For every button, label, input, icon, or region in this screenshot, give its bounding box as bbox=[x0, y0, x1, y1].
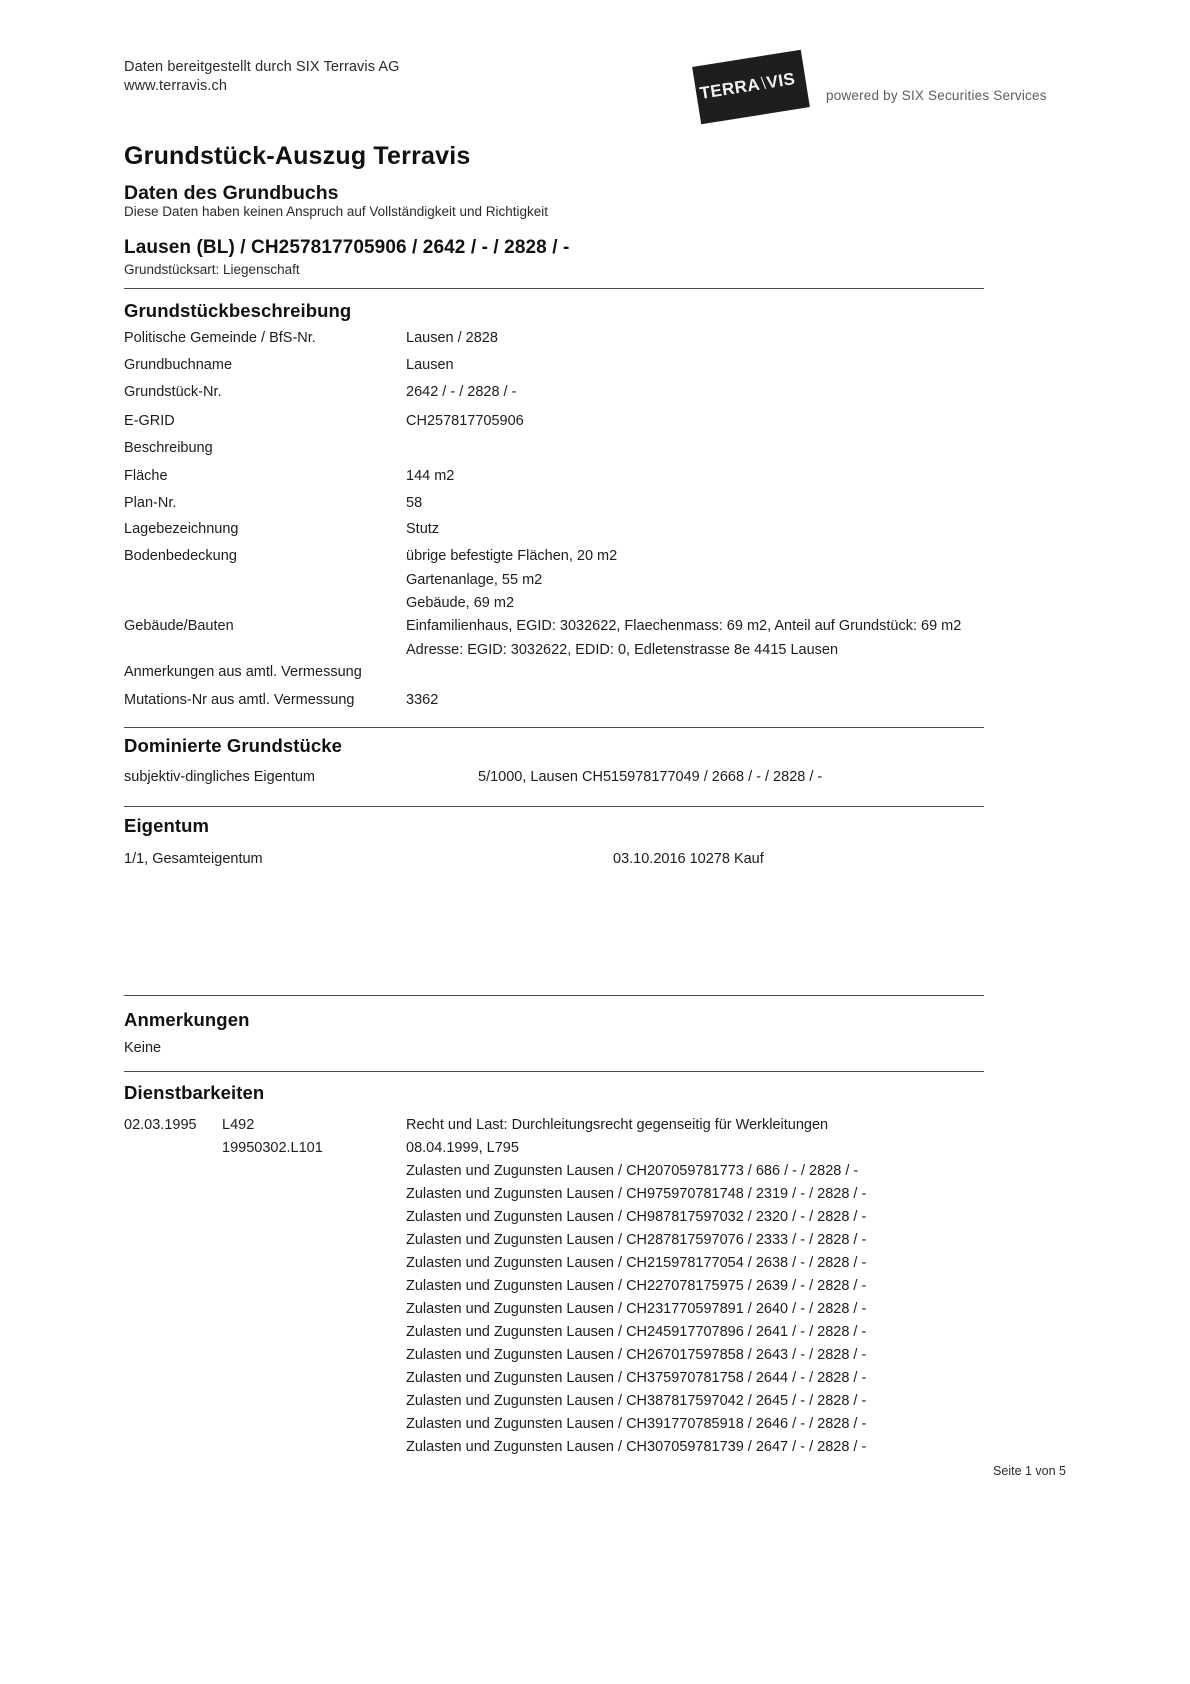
provider-line-1: Daten bereitgestellt durch SIX Terravis AG bbox=[124, 59, 400, 75]
label-gebaeude-bauten: Gebäude/Bauten bbox=[124, 618, 234, 634]
value-eigentum-entry: 03.10.2016 10278 Kauf bbox=[613, 851, 764, 867]
heading-eigentum: Eigentum bbox=[124, 815, 210, 836]
dienstbarkeit-date: 02.03.1995 bbox=[124, 1117, 197, 1133]
label-bodenbedeckung: Bodenbedeckung bbox=[124, 548, 237, 564]
value-bodenbedeckung-2: Gartenanlage, 55 m2 bbox=[406, 572, 543, 588]
heading-anmerkungen: Anmerkungen bbox=[124, 1009, 250, 1030]
dienstbarkeit-line: Zulasten und Zugunsten Lausen / CH287817597076 / 2333 / - / 2828 / - bbox=[406, 1232, 867, 1248]
divider-dienstbarkeiten bbox=[124, 1071, 984, 1072]
dienstbarkeit-line: Zulasten und Zugunsten Lausen / CH231770597891 / 2640 / - / 2828 / - bbox=[406, 1301, 867, 1317]
value-mutations-nr: 3362 bbox=[406, 692, 439, 708]
divider-anmerkungen bbox=[124, 995, 984, 996]
label-mutations-nr: Mutations-Nr aus amtl. Vermessung bbox=[124, 692, 355, 708]
provider-website: www.terravis.ch bbox=[124, 78, 228, 94]
value-anmerkungen: Keine bbox=[124, 1040, 162, 1056]
value-grundstueck-nr: 2642 / - / 2828 / - bbox=[406, 384, 517, 400]
dienstbarkeit-line: 08.04.1999, L795 bbox=[406, 1140, 519, 1156]
value-grundbuchname: Lausen bbox=[406, 357, 454, 373]
dienstbarkeit-line: Recht und Last: Durchleitungsrecht gegenseitig für Werkleitungen bbox=[406, 1117, 829, 1133]
divider-eigentum bbox=[124, 806, 984, 807]
logo-tagline: powered by SIX Securities Services bbox=[826, 88, 1047, 103]
value-lagebezeichnung: Stutz bbox=[406, 521, 440, 537]
dienstbarkeit-ref-1: L492 bbox=[222, 1117, 255, 1133]
value-gebaeude-2: Adresse: EGID: 3032622, EDID: 0, Edletenstrasse 8e 4415 Lausen bbox=[406, 642, 839, 658]
divider-description bbox=[124, 288, 984, 289]
value-subjektiv-dingliches-eigentum: 5/1000, Lausen CH515978177049 / 2668 / - / 2828 / - bbox=[478, 769, 823, 785]
dienstbarkeit-line: Zulasten und Zugunsten Lausen / CH975970781748 / 2319 / - / 2828 / - bbox=[406, 1186, 867, 1202]
label-plan-nr: Plan-Nr. bbox=[124, 495, 177, 511]
value-egrid: CH257817705906 bbox=[406, 413, 524, 429]
value-bodenbedeckung-1: übrige befestigte Flächen, 20 m2 bbox=[406, 548, 618, 564]
value-politische-gemeinde: Lausen / 2828 bbox=[406, 330, 498, 346]
dienstbarkeit-line: Zulasten und Zugunsten Lausen / CH375970781758 / 2644 / - / 2828 / - bbox=[406, 1370, 867, 1386]
dienstbarkeit-line: Zulasten und Zugunsten Lausen / CH391770785918 / 2646 / - / 2828 / - bbox=[406, 1416, 867, 1432]
dienstbarkeit-line: Zulasten und Zugunsten Lausen / CH387817597042 / 2645 / - / 2828 / - bbox=[406, 1393, 867, 1409]
label-lagebezeichnung: Lagebezeichnung bbox=[124, 521, 239, 537]
label-grundbuchname: Grundbuchname bbox=[124, 357, 233, 373]
divider-dominierte bbox=[124, 727, 984, 728]
label-subjektiv-dingliches-eigentum: subjektiv-dingliches Eigentum bbox=[124, 769, 316, 785]
value-flaeche: 144 m2 bbox=[406, 468, 455, 484]
label-beschreibung: Beschreibung bbox=[124, 440, 213, 456]
label-grundstueck-nr: Grundstück-Nr. bbox=[124, 384, 222, 400]
dienstbarkeit-line: Zulasten und Zugunsten Lausen / CH307059781739 / 2647 / - / 2828 / - bbox=[406, 1439, 867, 1455]
dienstbarkeit-line: Zulasten und Zugunsten Lausen / CH215978177054 / 2638 / - / 2828 / - bbox=[406, 1255, 867, 1271]
disclaimer-note: Diese Daten haben keinen Anspruch auf Vollständigkeit und Richtigkeit bbox=[124, 204, 549, 219]
dienstbarkeit-line: Zulasten und Zugunsten Lausen / CH267017597858 / 2643 / - / 2828 / - bbox=[406, 1347, 867, 1363]
heading-grundstueckbeschreibung: Grundstückbeschreibung bbox=[124, 300, 352, 321]
label-gesamteigentum: 1/1, Gesamteigentum bbox=[124, 851, 263, 867]
dienstbarkeit-line: Zulasten und Zugunsten Lausen / CH207059781773 / 686 / - / 2828 / - bbox=[406, 1163, 859, 1179]
label-flaeche: Fläche bbox=[124, 468, 168, 484]
dienstbarkeit-line: Zulasten und Zugunsten Lausen / CH227078175975 / 2639 / - / 2828 / - bbox=[406, 1278, 867, 1294]
label-egrid: E-GRID bbox=[124, 413, 175, 429]
section-subtitle: Daten des Grundbuchs bbox=[124, 182, 339, 204]
parcel-type: Grundstücksart: Liegenschaft bbox=[124, 262, 300, 277]
dienstbarkeit-ref-2: 19950302.L101 bbox=[222, 1140, 323, 1156]
parcel-identifier: Lausen (BL) / CH257817705906 / 2642 / - / 2828 / - bbox=[124, 237, 570, 258]
value-gebaeude-1: Einfamilienhaus, EGID: 3032622, Flaechenmass: 69 m2, Anteil auf Grundstück: 69 m2 bbox=[406, 618, 962, 634]
heading-dienstbarkeiten: Dienstbarkeiten bbox=[124, 1082, 265, 1103]
dienstbarkeit-line: Zulasten und Zugunsten Lausen / CH245917707896 / 2641 / - / 2828 / - bbox=[406, 1324, 867, 1340]
page-title: Grundstück-Auszug Terravis bbox=[124, 142, 471, 170]
heading-dominierte-grundstuecke: Dominierte Grundstücke bbox=[124, 735, 343, 756]
page-number-footer: Seite 1 von 5 bbox=[993, 1464, 1066, 1478]
data-provider-note bbox=[124, 58, 400, 96]
terravis-logo bbox=[690, 50, 1047, 132]
logo-slash-icon: \ bbox=[759, 73, 767, 94]
logo-text-terra: TERRA bbox=[698, 74, 762, 103]
value-bodenbedeckung-3: Gebäude, 69 m2 bbox=[406, 595, 515, 611]
value-plan-nr: 58 bbox=[406, 495, 423, 511]
label-anmerkungen-vermessung: Anmerkungen aus amtl. Vermessung bbox=[124, 664, 362, 680]
logo-text-vis: VIS bbox=[765, 69, 797, 93]
dienstbarkeit-line: Zulasten und Zugunsten Lausen / CH987817597032 / 2320 / - / 2828 / - bbox=[406, 1209, 867, 1225]
label-politische-gemeinde: Politische Gemeinde / BfS-Nr. bbox=[124, 330, 316, 346]
